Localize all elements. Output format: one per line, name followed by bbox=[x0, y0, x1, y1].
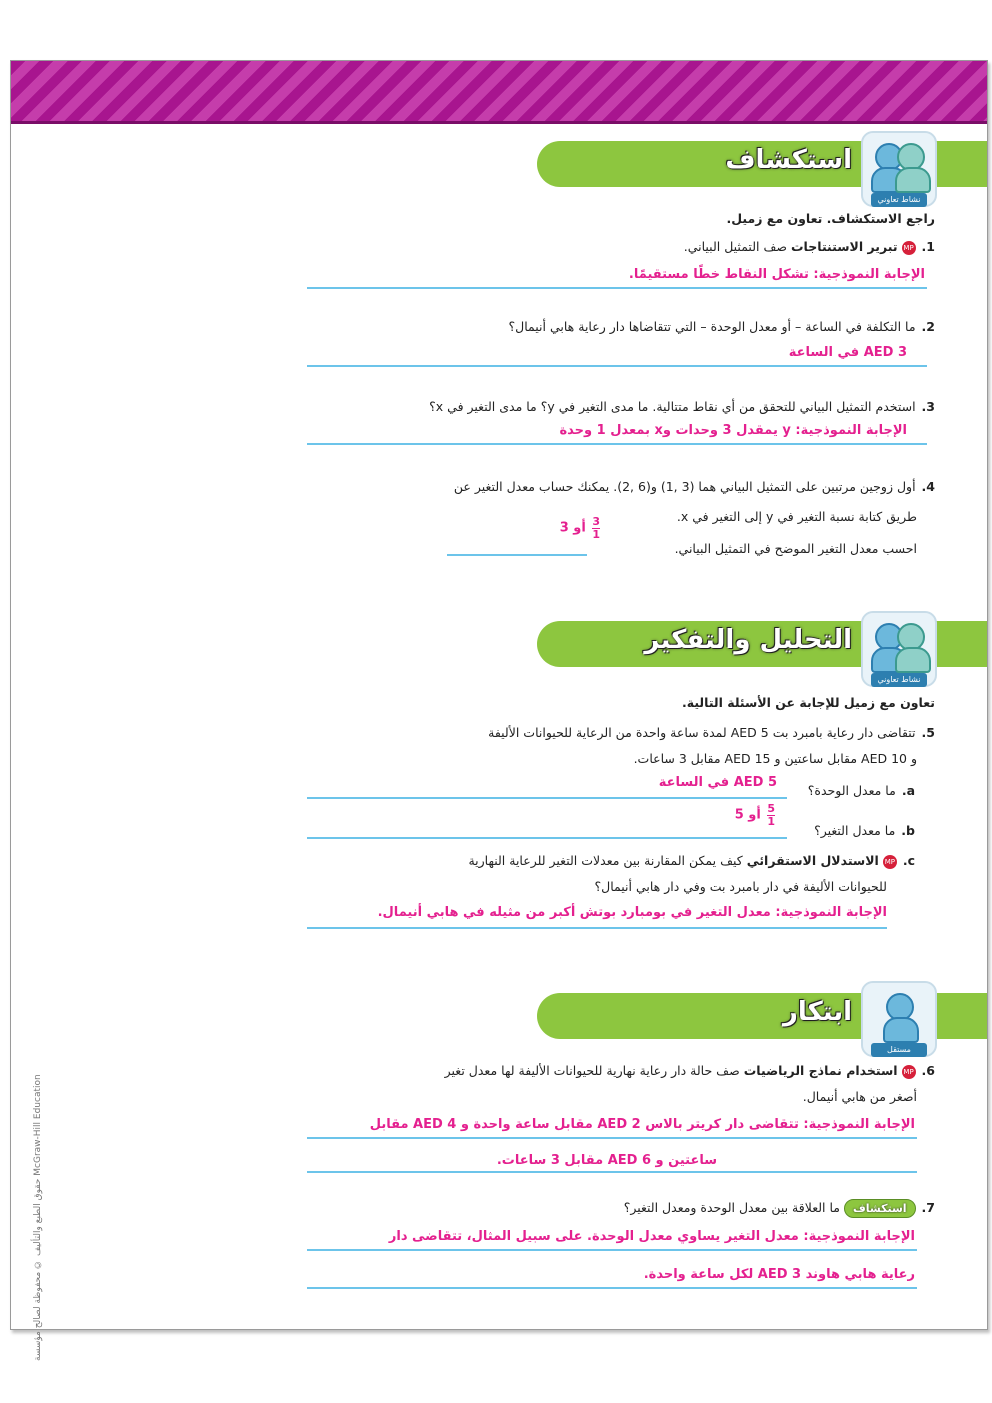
question-5c-line2: للحيوانات الأليفة في دار بامبرد بت وفي دار هابي أنيمال؟ bbox=[594, 879, 887, 894]
collaborative-icon bbox=[861, 131, 937, 207]
mp-icon: MP bbox=[902, 241, 916, 255]
question-4-line1: 4.أول زوجين مرتبين على التمثيل البياني هما (3 ,1) و(6 ,2). يمكنك حساب معدل التغير عن bbox=[453, 479, 935, 494]
answer-rule bbox=[307, 1287, 917, 1289]
collaborative-icon bbox=[861, 611, 937, 687]
answer-rule bbox=[307, 365, 927, 367]
question-6-line2: أصغر من هابي أنيمال. bbox=[802, 1089, 917, 1104]
question-5-line2: و AED 10 مقابل ساعتين و AED 15 مقابل 3 ساعات. bbox=[633, 751, 917, 766]
analyze-title: التحليل والتفكير bbox=[644, 625, 852, 655]
badge-label: مستقل bbox=[871, 1043, 927, 1057]
answer-3: الإجابة النموذجية: y يمقدل 3 وحدات وx بمعدل 1 وحدة bbox=[559, 423, 907, 438]
answer-rule bbox=[307, 287, 927, 289]
explore-intro: راجع الاستكشاف. تعاون مع زميل. bbox=[726, 211, 935, 226]
top-decorative-band bbox=[11, 61, 987, 124]
analyze-intro: تعاون مع زميل للإجابة عن الأسئلة التالية. bbox=[682, 695, 935, 710]
answer-rule bbox=[307, 1249, 917, 1251]
question-1: 1.MPتبرير الاستنتاجات صف التمثيل البياني. bbox=[683, 239, 935, 254]
question-4-line3: احسب معدل التغير الموضح في التمثيل البياني. bbox=[674, 541, 917, 556]
answer-7-line1: الإجابة النموذجية: معدل التغير يساوي معدل الوحدة. على سبيل المثال، تتقاضى دار bbox=[388, 1229, 915, 1244]
answer-4-fraction: $\frac{3}{1}$ bbox=[592, 515, 600, 541]
answer-rule bbox=[307, 1171, 917, 1173]
answer-rule bbox=[307, 927, 887, 929]
answer-7-line2: رعاية هابي هاوند AED 3 لكل ساعة واحدة. bbox=[643, 1267, 915, 1282]
copyright-sidebar: حقوق الطبع والتأليف © محفوظة لصالح مؤسسة McGraw-Hill Education bbox=[33, 1074, 43, 1361]
question-3: 3.استخدم التمثيل البياني للتحقق من أي نقاط متتالية. ما مدى التغير في y؟ ما مدى التغير في x؟ bbox=[429, 399, 935, 414]
question-4-line2: طريق كتابة نسبة التغير في y إلى التغير في x. bbox=[676, 509, 917, 524]
answer-2: AED 3 في الساعة bbox=[788, 345, 907, 360]
question-5c: c.MPالاستدلال الاستقرائي كيف يمكن المقارنة بين معدلات التغير للرعاية النهارية bbox=[468, 853, 915, 868]
question-5a: a.ما معدل الوحدة؟ bbox=[807, 783, 915, 798]
answer-6-line2: ساعتين و AED 6 مقابل 3 ساعات. bbox=[496, 1153, 717, 1168]
question-7: 7.استكشاف ما العلاقة بين معدل الوحدة ومعدل التغير؟ bbox=[624, 1199, 935, 1218]
badge-label: نشاط تعاوني bbox=[871, 673, 927, 687]
question-6: 6.MPاستخدام نماذج الرياضيات صف حالة دار رعاية نهارية للحيوانات الأليفة لها معدل تغير bbox=[444, 1063, 935, 1078]
explore-title: استكشاف bbox=[725, 145, 852, 175]
question-2: 2.ما التكلفة في الساعة – أو معدل الوحدة – التي تتقاضاها دار رعاية هابي أنيمال؟ bbox=[508, 319, 935, 334]
question-5-line1: 5.تتقاضى دار رعاية بامبرد بت AED 5 لمدة ساعة واحدة من الرعاية للحيوانات الأليفة bbox=[488, 725, 935, 740]
inquiry-icon: استكشاف bbox=[844, 1199, 916, 1218]
mp-icon: MP bbox=[902, 1065, 916, 1079]
answer-rule bbox=[307, 837, 787, 839]
mp-icon: MP bbox=[883, 855, 897, 869]
independent-icon bbox=[861, 981, 937, 1057]
answer-rule bbox=[307, 443, 927, 445]
answer-4: $\frac{3}{1}$ أو 3 bbox=[559, 515, 600, 541]
answer-1: الإجابة النموذجية: تشكل النقاط خطًا مستقيمًا. bbox=[628, 267, 925, 282]
badge-label: نشاط تعاوني bbox=[871, 193, 927, 207]
answer-5c: الإجابة النموذجية: معدل التغير في بومبارد بوتش أكبر من مثيله في هابي أنيمال. bbox=[377, 905, 887, 920]
answer-6-line1: الإجابة النموذجية: تتقاضى دار كريتر بالاس AED 2 مقابل ساعة واحدة و AED 4 مقابل bbox=[369, 1117, 915, 1132]
answer-5a: AED 5 في الساعة bbox=[658, 775, 777, 790]
answer-rule bbox=[447, 554, 587, 556]
answer-5b: $\frac{5}{1}$ أو 5 bbox=[734, 802, 775, 828]
answer-rule bbox=[307, 797, 787, 799]
create-title: ابتكار bbox=[782, 997, 852, 1027]
question-5b: b.ما معدل التغير؟ bbox=[814, 823, 915, 838]
worksheet-page bbox=[10, 60, 988, 1361]
answer-rule bbox=[307, 1137, 917, 1139]
answer-5b-fraction: $\frac{5}{1}$ bbox=[767, 802, 775, 828]
